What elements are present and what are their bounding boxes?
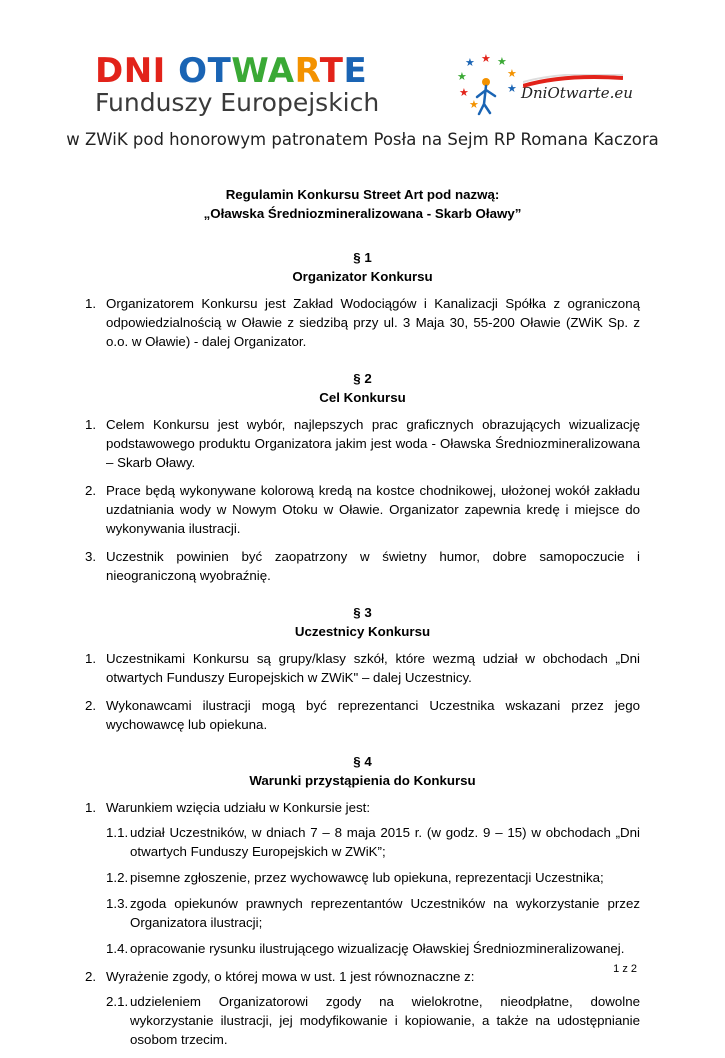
svg-text:★: ★ (507, 82, 517, 95)
svg-text:★: ★ (465, 56, 475, 69)
section (85, 752, 640, 1049)
svg-text:★: ★ (457, 70, 467, 83)
list-item-text: Organizatorem Konkursu jest Zakład Wodociągów i Kanalizacji Spółka z ograniczoną odpowiedzialnością w Oławie z siedzibą przy ul. 3 Maja 30, 55-200 Oławie (ZWiK Sp. z o.o. w Oławie) - dalej Organizator. (106, 296, 640, 349)
section (85, 248, 640, 351)
dniotwarte-eu-logo (455, 52, 655, 122)
logo-letter: T (207, 51, 232, 91)
sub-list-item-number: 2.1. (106, 994, 129, 1009)
logo-letter: T (319, 51, 344, 91)
list-item-number: 1. (85, 417, 97, 432)
list-item (85, 967, 640, 1049)
sub-list-item-number: 1.3. (106, 896, 129, 911)
list-item-number: 3. (85, 549, 97, 564)
section-list (85, 294, 640, 351)
list-item-text: Celem Konkursu jest wybór, najlepszych prac graficznych obrazujących wizualizację podstawowego produktu Organizatora jakim jest woda - Oławska Średniozmineralizowana – Skarb Oławy. (106, 417, 640, 470)
logo-letter: O (178, 51, 208, 91)
section-number: § 2 (353, 371, 372, 386)
logo-word-dni: DNI (95, 51, 166, 91)
sub-list-item-text: zgoda opiekunów prawnych reprezentantów Uczestników na wykorzystanie przez Organizatora ilustracji; (130, 896, 640, 930)
sub-list-item (106, 992, 640, 1049)
list-item-text: Uczestnikami Konkursu są grupy/klasy szkół, które wezmą udział w obchodach „Dni otwartych Funduszy Europejskich w ZWiK" – dalej Uczestnicy. (106, 651, 640, 685)
sub-list-item-number: 1.2. (106, 870, 129, 885)
logo-letter: W (231, 51, 268, 91)
sub-list-item (106, 939, 640, 958)
list-item (85, 415, 640, 472)
list-item-text: Wykonawcami ilustracji mogą być reprezentanci Uczestnika wskazani przez jego wychowawcę lub opiekuna. (106, 698, 640, 732)
sub-list-item (106, 868, 640, 887)
section-list (85, 649, 640, 734)
doc-title (85, 185, 640, 223)
list-item-number: 2. (85, 969, 97, 984)
list-item-number: 1. (85, 651, 97, 666)
logo-letter: E (343, 51, 368, 91)
sections-container (85, 248, 640, 1049)
svg-text:★: ★ (481, 52, 491, 65)
sub-list-item (106, 823, 640, 861)
svg-text:★: ★ (469, 98, 479, 111)
list-item-number: 1. (85, 296, 97, 311)
sub-list-item-text: pisemne zgłoszenie, przez wychowawcę lub opiekuna, reprezentacji Uczestnika; (130, 870, 604, 885)
regulamin-body (85, 185, 640, 1058)
sub-list-item-text: opracowanie rysunku ilustrującego wizualizację Oławskiej Średniozmineralizowanej. (130, 941, 625, 956)
list-item-text: Prace będą wykonywane kolorową kredą na kostce chodnikowej, ułożonej wokół zakładu uzdatniania wody w Nowym Otoku w Oławie. Organizator zapewnia kredę i miejsce do wykonywania ilustracji. (106, 483, 640, 536)
page-number: 1 z 2 (613, 963, 637, 975)
section (85, 369, 640, 585)
doc-title-line-2: „Oławska Średniozmineralizowana - Skarb Oławy” (203, 206, 522, 221)
doc-title-line-1: Regulamin Konkursu Street Art pod nazwą: (225, 187, 500, 202)
section-list (85, 798, 640, 1049)
sub-list (106, 992, 640, 1049)
list-item (85, 696, 640, 734)
sub-list-item-text: udzieleniem Organizatorowi zgody na wielokrotne, nieodpłatne, dowolne wykorzystanie ilustracji, jej modyfikowanie i kopiowanie, a także na udostępnianie osobom trzecim. (130, 994, 640, 1047)
logo-letter: R (294, 51, 320, 91)
section-heading: Warunki przystąpienia do Konkursu (249, 773, 476, 788)
sub-list-item-number: 1.4. (106, 941, 129, 956)
section (85, 603, 640, 734)
stars-figure-icon (455, 52, 525, 122)
list-item-text: Warunkiem wzięcia udziału w Konkursie jest: (106, 800, 371, 815)
logo-title (95, 52, 379, 90)
list-item-number: 1. (85, 800, 97, 815)
section-heading: Uczestnicy Konkursu (294, 624, 431, 639)
dni-otwarte-logo (95, 52, 379, 118)
list-item-number: 2. (85, 698, 97, 713)
list-item (85, 294, 640, 351)
sub-list-item-text: udział Uczestników, w dniach 7 – 8 maja 2015 r. (w godz. 9 – 15) w obchodach „Dni otwartych Funduszy Europejskich w ZWiK”; (130, 825, 640, 859)
list-item (85, 649, 640, 687)
section-number: § 3 (353, 605, 372, 620)
sub-list-item-number: 1.1. (106, 825, 129, 840)
list-item-number: 2. (85, 483, 97, 498)
list-item (85, 481, 640, 538)
section-number: § 4 (353, 754, 372, 769)
section-heading: Organizator Konkursu (292, 269, 433, 284)
logo-letter: A (267, 51, 295, 91)
list-item (85, 547, 640, 585)
section-heading: Cel Konkursu (319, 390, 406, 405)
sub-list-item (106, 894, 640, 932)
list-item (85, 798, 640, 958)
section-list (85, 415, 640, 585)
logo-subtitle: Funduszy Europejskich (95, 88, 380, 117)
patronat-line: w ZWiK pod honorowym patronatem Posła na Sejm RP Romana Kaczora (66, 130, 659, 149)
list-item-text: Uczestnik powinien być zaopatrzony w świetny humor, dobre samopoczucie i nieograniczoną wyobraźnię. (106, 549, 640, 583)
logo-word-otwarte (178, 51, 367, 91)
svg-text:★: ★ (459, 86, 469, 99)
flag-swoosh-icon (523, 74, 623, 88)
svg-text:★: ★ (497, 55, 507, 68)
dniotwarte-eu-text: DniOtwarte.eu (521, 84, 633, 102)
sub-list (106, 823, 640, 958)
list-item-text: Wyrażenie zgody, o której mowa w ust. 1 jest równoznaczne z: (106, 969, 475, 984)
section-number: § 1 (353, 250, 372, 265)
svg-text:★: ★ (507, 67, 517, 80)
